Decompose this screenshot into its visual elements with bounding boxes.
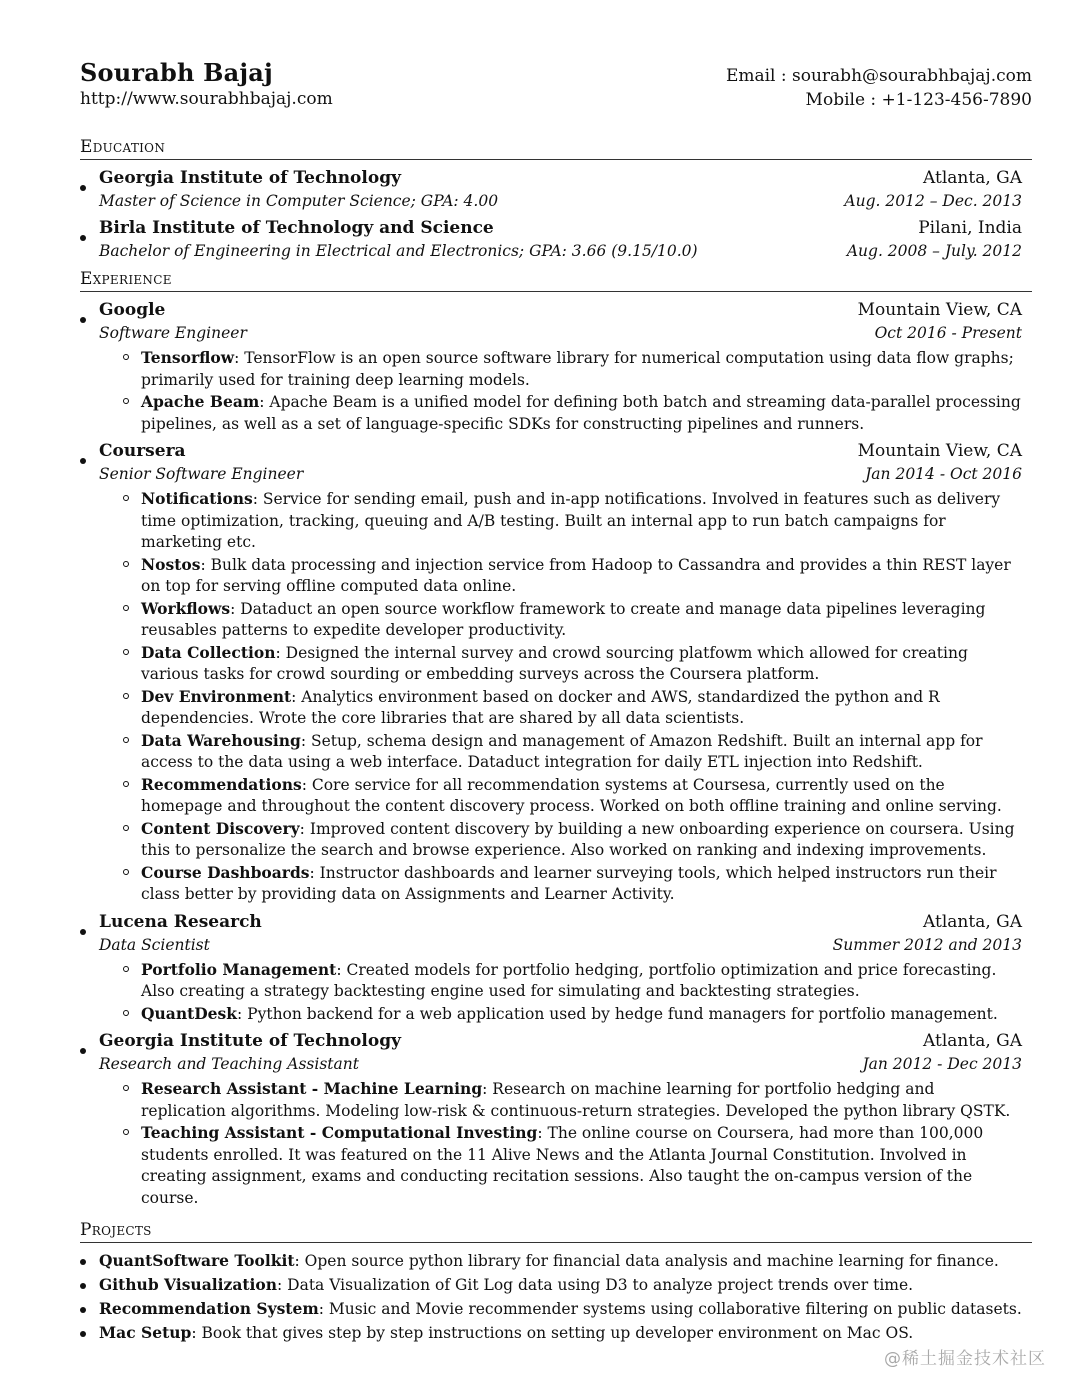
section-title-projects: Projects [80, 1219, 1032, 1243]
job-role: Research and Teaching Assistant [99, 1055, 359, 1073]
job-dates: Summer 2012 and 2013 [832, 935, 1022, 954]
item-text: : The online course on Coursera, had more than 100,000 students enrolled. It was featured on the 11 Alive News and the Atlanta Journal Constitution. Involved in creating assignment, exams and conducting recitation sessions. Also taught the on-campus version of the course. [141, 1124, 984, 1207]
circle-bullet-icon [123, 693, 129, 699]
company-name: Coursera [99, 441, 186, 461]
item-text: : TensorFlow is an open source software library for numerical computation using data flow graphs; primarily used for training deep learning models. [141, 349, 1014, 389]
list-item [141, 391, 1022, 435]
item-text: : Setup, schema design and management of Amazon Redshift. Built an internal app for access to the data using a web interface. Dataduct integration for daily ETL injection into Redshift. [141, 731, 983, 771]
bullet-icon [80, 1259, 86, 1265]
list-item [141, 488, 1022, 554]
job-dates: Jan 2012 - Dec 2013 [862, 1055, 1022, 1073]
company-location: Atlanta, GA [923, 1031, 1022, 1051]
project-text: : Open source python library for financial data analysis and machine learning for finance. [294, 1252, 999, 1270]
experience-entry [80, 439, 1032, 906]
company-location: Atlanta, GA [923, 911, 1022, 932]
bullet-icon [80, 458, 86, 464]
job-role: Senior Software Engineer [99, 465, 304, 483]
experience-entry [80, 1029, 1032, 1209]
item-title: Dev Environment [141, 686, 292, 706]
project-item [99, 1297, 1032, 1321]
list-item [141, 959, 1022, 1003]
experience-entry [80, 910, 1032, 1026]
bullet-icon [80, 235, 86, 241]
circle-bullet-icon [123, 649, 129, 655]
bullet-icon [80, 317, 86, 323]
job-role: Data Scientist [99, 935, 210, 954]
responsibility-list [99, 1078, 1022, 1209]
item-title: Content Discovery [141, 818, 300, 838]
item-text: : Analytics environment based on docker and AWS, standardized the python and R dependencies. Wrote the core libraries that are shared by all data scientists. [141, 687, 940, 727]
circle-bullet-icon [123, 605, 129, 611]
company-name: Lucena Research [99, 911, 262, 932]
project-item [99, 1321, 1032, 1345]
projects-list [80, 1249, 1032, 1345]
list-item [141, 347, 1022, 391]
education-section [80, 136, 1032, 262]
website-link[interactable]: http://www.sourabhbajaj.com [80, 89, 333, 109]
bullet-icon [80, 1331, 86, 1337]
circle-bullet-icon [123, 737, 129, 743]
item-text: : Bulk data processing and injection service from Hadoop to Cassandra and provides a thin REST layer on top for serving offline computed data online. [141, 555, 1011, 595]
circle-bullet-icon [123, 825, 129, 831]
circle-bullet-icon [123, 1129, 129, 1135]
projects-section [80, 1219, 1032, 1345]
bullet-icon [80, 1307, 86, 1313]
project-item [99, 1273, 1032, 1297]
bullet-icon [80, 185, 86, 191]
list-item [141, 730, 1022, 774]
institution-name: Georgia Institute of Technology [99, 168, 401, 188]
resume-page [80, 58, 1032, 1345]
job-dates: Jan 2014 - Oct 2016 [865, 465, 1022, 483]
item-title: QuantDesk [141, 1003, 238, 1023]
company-location: Mountain View, CA [857, 441, 1022, 461]
circle-bullet-icon [123, 354, 129, 360]
candidate-name: Sourabh Bajaj [80, 58, 273, 87]
item-text: : Service for sending email, push and in-app notifications. Involved in features such as delivery time optimization, tracking, queuing and A/B testing. Built an internal app to run batch campaigns for marketing etc. [141, 490, 1001, 551]
item-title: Teaching Assistant - Computational Investing [141, 1123, 538, 1142]
project-title: Recommendation System [99, 1299, 319, 1318]
item-title: Nostos [141, 554, 201, 574]
education-entry [80, 216, 1032, 262]
project-item [99, 1249, 1032, 1273]
item-title: Data Collection [141, 642, 276, 662]
responsibility-list [99, 959, 1022, 1026]
education-dates: Aug. 2012 – Dec. 2013 [844, 192, 1022, 210]
item-title: Portfolio Management [141, 959, 337, 979]
degree: Master of Science in Computer Science; GPA: 4.00 [99, 192, 499, 210]
item-text: : Designed the internal survey and crowd sourcing platfowm which allowed for creating various tasks for crowd sourding or embedding surveys across the Coursera platform. [141, 643, 968, 683]
project-text: : Data Visualization of Git Log data using D3 to analyze project trends over time. [277, 1276, 914, 1294]
email-contact[interactable]: Email : sourabh@sourabhbajaj.com [725, 66, 1032, 86]
list-item [141, 1003, 1022, 1026]
circle-bullet-icon [123, 966, 129, 972]
item-text: : Research on machine learning for portfolio hedging and replication algorithms. Modeling low-risk & continuous-return strategies. Developed the python library QSTK. [141, 1080, 1011, 1120]
bullet-icon [80, 1048, 86, 1054]
education-entry [80, 166, 1032, 212]
institution-location: Pilani, India [918, 218, 1022, 238]
institution-name: Birla Institute of Technology and Science [99, 218, 494, 238]
institution-location: Atlanta, GA [923, 168, 1022, 188]
list-item [141, 554, 1022, 598]
company-name: Georgia Institute of Technology [99, 1031, 401, 1051]
item-title: Apache Beam [141, 392, 260, 411]
item-title: Workflows [141, 598, 231, 618]
responsibility-list [99, 488, 1022, 906]
project-title: Mac Setup [99, 1323, 192, 1342]
list-item [141, 1122, 1022, 1209]
project-text: : Music and Movie recommender systems using collaborative filtering on public datasets. [318, 1300, 1022, 1318]
item-title: Course Dashboards [141, 862, 310, 882]
resume-header [80, 58, 1032, 112]
item-text: : Improved content discovery by building a new onboarding experience on coursera. Using this to personalize the search and browse experience. Also worked on ranking and indexing improvements. [141, 819, 1015, 859]
mobile-contact: Mobile : +1-123-456-7890 [805, 90, 1032, 110]
item-text: : Python backend for a web application used by hedge fund managers for portfolio management. [237, 1004, 998, 1023]
experience-section [80, 268, 1032, 1209]
education-dates: Aug. 2008 – July. 2012 [846, 242, 1022, 260]
item-text: : Created models for portfolio hedging, portfolio optimization and price forecasting. Also creating a strategy backtesting engine used for simulating and backtesting strategies. [141, 960, 997, 1000]
list-item [141, 1078, 1022, 1122]
item-title: Notifications [141, 489, 253, 508]
project-title: Github Visualization [99, 1275, 278, 1294]
company-location: Mountain View, CA [857, 300, 1022, 320]
item-title: Research Assistant - Machine Learning [141, 1079, 483, 1098]
circle-bullet-icon [123, 561, 129, 567]
bullet-icon [80, 1283, 86, 1289]
circle-bullet-icon [123, 1085, 129, 1091]
item-title: Data Warehousing [141, 730, 301, 750]
list-item [141, 598, 1022, 642]
list-item [141, 862, 1022, 906]
item-title: Recommendations [141, 774, 302, 794]
list-item [141, 642, 1022, 686]
circle-bullet-icon [123, 495, 129, 501]
watermark: @稀土掘金技术社区 [884, 1349, 1046, 1369]
item-text: : Core service for all recommendation systems at Coursesa, currently used on the homepage and throughout the content discovery process. Worked on both offline training and online serving. [141, 775, 1002, 815]
section-title-experience: Experience [80, 268, 1032, 292]
project-text: : Book that gives step by step instructions on setting up developer environment on Mac OS. [191, 1324, 914, 1342]
list-item [141, 774, 1022, 818]
project-title: QuantSoftware Toolkit [99, 1251, 295, 1270]
degree: Bachelor of Engineering in Electrical and Electronics; GPA: 3.66 (9.15/10.0) [99, 242, 698, 260]
item-text: : Instructor dashboards and learner surveying tools, which helped instructors run their class better by providing data on Assignments and Learner Activity. [141, 863, 997, 903]
list-item [141, 686, 1022, 730]
experience-entry [80, 298, 1032, 435]
company-name: Google [99, 300, 166, 320]
item-title: Tensorflow [141, 348, 235, 367]
job-dates: Oct 2016 - Present [874, 324, 1022, 342]
circle-bullet-icon [123, 398, 129, 404]
contact-info [726, 64, 1032, 112]
job-role: Software Engineer [99, 324, 247, 342]
circle-bullet-icon [123, 1010, 129, 1016]
list-item [141, 818, 1022, 862]
circle-bullet-icon [123, 869, 129, 875]
section-title-education: Education [80, 136, 1032, 160]
item-text: : Dataduct an open source workflow framework to create and manage data pipelines leveraging reusables patterns to expedite developer productivity. [141, 599, 986, 639]
bullet-icon [80, 929, 86, 935]
item-text: : Apache Beam is a unified model for defining both batch and streaming data-parallel processing pipelines, as well as a set of language-specific SDKs for constructing pipelines and runners. [141, 393, 1021, 433]
responsibility-list [99, 347, 1022, 435]
circle-bullet-icon [123, 781, 129, 787]
